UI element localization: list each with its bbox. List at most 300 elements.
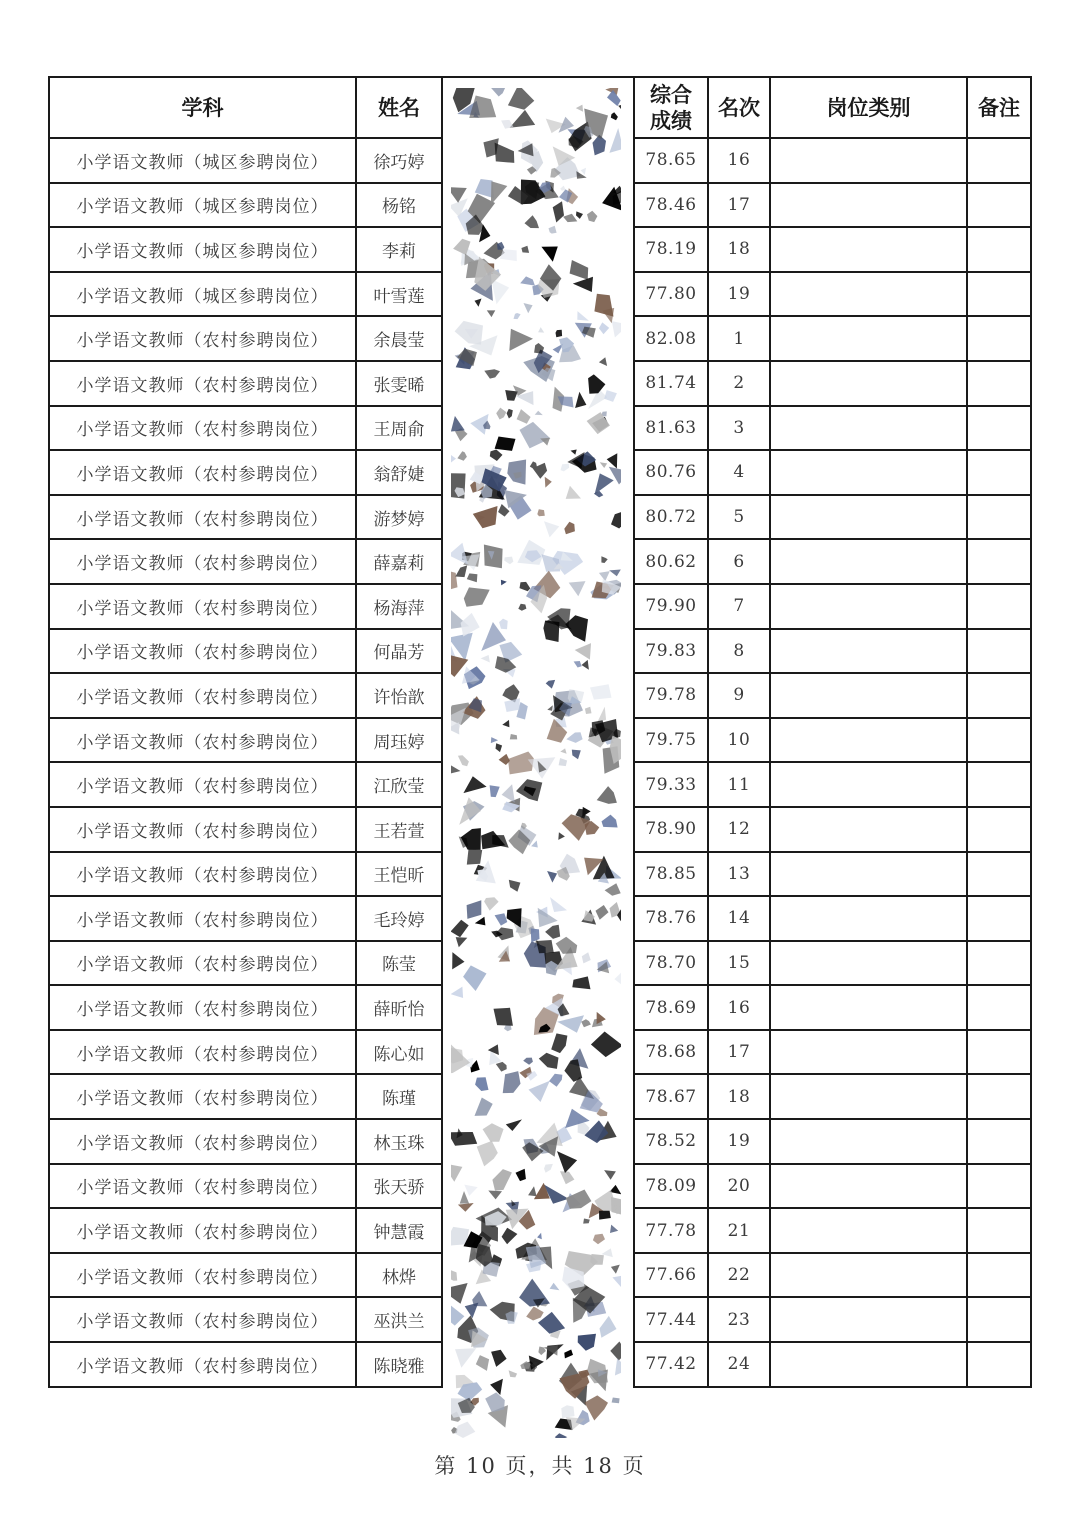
cell-score: 79.78 bbox=[634, 673, 708, 718]
mosaic-piece bbox=[507, 460, 526, 485]
cell-rank: 17 bbox=[708, 183, 770, 228]
mosaic-piece bbox=[612, 321, 621, 337]
cell-score: 79.90 bbox=[634, 584, 708, 629]
cell-rank: 18 bbox=[708, 227, 770, 272]
cell-rank: 6 bbox=[708, 539, 770, 584]
cell-score: 80.76 bbox=[634, 450, 708, 495]
mosaic-piece bbox=[611, 1265, 620, 1274]
cell-position-type bbox=[770, 138, 967, 183]
header-score-line1: 综合 bbox=[650, 82, 692, 107]
mosaic-piece bbox=[457, 451, 467, 461]
cell-rank: 3 bbox=[708, 406, 770, 451]
mosaic-piece bbox=[495, 913, 508, 925]
cell-rank: 10 bbox=[708, 718, 770, 763]
cell-remark bbox=[967, 1030, 1031, 1075]
cell-subject: 小学语文教师（农村参聘岗位） bbox=[49, 1074, 356, 1119]
cell-subject: 小学语文教师（农村参聘岗位） bbox=[49, 361, 356, 406]
mosaic-piece bbox=[535, 411, 543, 415]
header-subject: 学科 bbox=[49, 77, 356, 138]
cell-score: 79.83 bbox=[634, 629, 708, 674]
cell-score: 80.72 bbox=[634, 495, 708, 540]
cell-name: 江欣莹 bbox=[356, 762, 442, 807]
mosaic-piece bbox=[525, 215, 540, 228]
mosaic-piece bbox=[607, 90, 621, 106]
mosaic-piece bbox=[475, 299, 482, 307]
header-name: 姓名 bbox=[356, 77, 442, 138]
mosaic-piece bbox=[575, 643, 591, 660]
mosaic-piece bbox=[509, 880, 521, 892]
mosaic-piece bbox=[491, 181, 507, 205]
cell-remark bbox=[967, 450, 1031, 495]
page-footer: 第 10 页，共 18 页 bbox=[434, 1454, 646, 1478]
cell-score: 78.85 bbox=[634, 852, 708, 897]
cell-score: 82.08 bbox=[634, 316, 708, 361]
mosaic-piece bbox=[461, 613, 480, 637]
cell-rank: 1 bbox=[708, 316, 770, 361]
cell-position-type bbox=[770, 852, 967, 897]
mosaic-piece bbox=[526, 1307, 544, 1321]
cell-name: 陈心如 bbox=[356, 1030, 442, 1075]
cell-score: 77.66 bbox=[634, 1253, 708, 1298]
cell-position-type bbox=[770, 406, 967, 451]
mosaic-piece bbox=[487, 310, 496, 317]
cell-subject: 小学语文教师（农村参聘岗位） bbox=[49, 539, 356, 584]
mosaic-piece bbox=[551, 1033, 567, 1053]
cell-remark bbox=[967, 406, 1031, 451]
cell-remark bbox=[967, 673, 1031, 718]
mosaic-piece bbox=[451, 1044, 470, 1074]
cell-score: 78.76 bbox=[634, 896, 708, 941]
mosaic-piece bbox=[484, 369, 500, 378]
mosaic-piece bbox=[463, 776, 486, 793]
cell-rank: 14 bbox=[708, 896, 770, 941]
mosaic-piece bbox=[491, 737, 498, 743]
mosaic-piece bbox=[587, 1359, 608, 1383]
mosaic-piece bbox=[585, 1120, 609, 1143]
mosaic-piece bbox=[464, 587, 490, 606]
mosaic-piece bbox=[452, 952, 464, 969]
cell-remark bbox=[967, 1119, 1031, 1164]
cell-rank: 22 bbox=[708, 1253, 770, 1298]
cell-name: 许怡歆 bbox=[356, 673, 442, 718]
mosaic-piece bbox=[559, 758, 568, 766]
mosaic-piece bbox=[460, 1191, 469, 1204]
mosaic-piece bbox=[537, 1233, 542, 1239]
mosaic-piece bbox=[588, 374, 605, 393]
mosaic-piece bbox=[467, 900, 482, 919]
mosaic-piece bbox=[549, 1074, 562, 1087]
cell-remark bbox=[967, 1253, 1031, 1298]
mosaic-piece bbox=[456, 937, 468, 947]
cell-position-type bbox=[770, 361, 967, 406]
mosaic-piece bbox=[570, 260, 589, 280]
mosaic-piece bbox=[505, 1311, 517, 1324]
cell-name: 余晨莹 bbox=[356, 316, 442, 361]
mosaic-piece bbox=[582, 660, 589, 670]
mosaic-piece bbox=[516, 1169, 526, 1181]
cell-subject: 小学语文教师（农村参聘岗位） bbox=[49, 1297, 356, 1342]
mosaic-piece bbox=[536, 940, 554, 953]
mosaic-piece bbox=[593, 135, 607, 156]
cell-position-type bbox=[770, 1253, 967, 1298]
mosaic-piece bbox=[496, 1062, 507, 1072]
mosaic-piece bbox=[537, 509, 545, 516]
cell-score: 81.63 bbox=[634, 406, 708, 451]
cell-name: 杨铭 bbox=[356, 183, 442, 228]
cell-remark bbox=[967, 807, 1031, 852]
cell-rank: 16 bbox=[708, 985, 770, 1030]
cell-position-type bbox=[770, 1119, 967, 1164]
cell-name: 张雯晞 bbox=[356, 361, 442, 406]
cell-name: 林玉珠 bbox=[356, 1119, 442, 1164]
cell-rank: 4 bbox=[708, 450, 770, 495]
cell-position-type bbox=[770, 539, 967, 584]
cell-name: 徐巧婷 bbox=[356, 138, 442, 183]
mosaic-piece bbox=[521, 246, 529, 253]
mosaic-piece bbox=[550, 1283, 560, 1291]
cell-subject: 小学语文教师（农村参聘岗位） bbox=[49, 1342, 356, 1387]
cell-remark bbox=[967, 941, 1031, 986]
cell-subject: 小学语文教师（城区参聘岗位） bbox=[49, 272, 356, 317]
mosaic-piece bbox=[591, 1032, 621, 1058]
mosaic-piece bbox=[607, 453, 618, 468]
mosaic-piece bbox=[523, 1058, 533, 1065]
mosaic-piece bbox=[599, 1211, 611, 1220]
cell-score: 77.80 bbox=[634, 272, 708, 317]
cell-position-type bbox=[770, 896, 967, 941]
mosaic-piece bbox=[451, 920, 469, 938]
cell-score: 77.42 bbox=[634, 1342, 708, 1387]
mosaic-piece bbox=[514, 313, 521, 319]
mosaic-piece bbox=[469, 96, 496, 119]
cell-subject: 小学语文教师（城区参聘岗位） bbox=[49, 183, 356, 228]
cell-remark bbox=[967, 183, 1031, 228]
cell-score: 78.52 bbox=[634, 1119, 708, 1164]
cell-name: 林烨 bbox=[356, 1253, 442, 1298]
mosaic-piece bbox=[604, 1170, 616, 1180]
mosaic-piece bbox=[610, 1342, 621, 1361]
mosaic-piece bbox=[504, 557, 513, 565]
cell-subject: 小学语文教师（农村参聘岗位） bbox=[49, 316, 356, 361]
cell-score: 78.65 bbox=[634, 138, 708, 183]
mosaic-piece bbox=[578, 1334, 596, 1351]
mosaic-piece bbox=[499, 619, 508, 630]
mosaic-piece bbox=[475, 917, 486, 926]
mosaic-piece bbox=[504, 698, 520, 712]
cell-score: 81.74 bbox=[634, 361, 708, 406]
mosaic-piece bbox=[538, 327, 544, 333]
mosaic-piece bbox=[451, 1306, 464, 1326]
mosaic-piece bbox=[490, 1379, 503, 1395]
mosaic-piece bbox=[529, 1081, 550, 1102]
cell-score: 78.67 bbox=[634, 1074, 708, 1119]
mosaic-piece bbox=[553, 201, 564, 222]
cell-score: 78.69 bbox=[634, 985, 708, 1030]
cell-position-type bbox=[770, 673, 967, 718]
cell-position-type bbox=[770, 316, 967, 361]
mosaic-piece bbox=[573, 277, 593, 292]
mosaic-piece bbox=[539, 1053, 559, 1069]
mosaic-piece bbox=[458, 1203, 474, 1212]
mosaic-piece bbox=[611, 510, 621, 529]
cell-position-type bbox=[770, 495, 967, 540]
mosaic-piece bbox=[564, 522, 575, 534]
cell-name: 李莉 bbox=[356, 227, 442, 272]
cell-remark bbox=[967, 539, 1031, 584]
mosaic-piece bbox=[455, 565, 467, 577]
mosaic-piece bbox=[502, 1228, 518, 1245]
mosaic-piece bbox=[597, 707, 606, 723]
mosaic-piece bbox=[600, 462, 608, 468]
mosaic-piece bbox=[557, 1015, 584, 1033]
mosaic-piece bbox=[576, 105, 583, 112]
mosaic-piece bbox=[561, 464, 570, 472]
mosaic-piece bbox=[455, 1348, 476, 1368]
cell-position-type bbox=[770, 1342, 967, 1387]
cell-remark bbox=[967, 316, 1031, 361]
cell-remark bbox=[967, 896, 1031, 941]
cell-rank: 19 bbox=[708, 272, 770, 317]
cell-rank: 16 bbox=[708, 138, 770, 183]
cell-name: 王周俞 bbox=[356, 406, 442, 451]
cell-position-type bbox=[770, 629, 967, 674]
mosaic-piece bbox=[475, 1077, 488, 1091]
header-score bbox=[634, 77, 708, 138]
cell-position-type bbox=[770, 762, 967, 807]
cell-position-type bbox=[770, 718, 967, 763]
cell-position-type bbox=[770, 183, 967, 228]
cell-subject: 小学语文教师（农村参聘岗位） bbox=[49, 852, 356, 897]
mosaic-piece bbox=[509, 1370, 517, 1377]
mosaic-piece bbox=[481, 655, 490, 663]
cell-score: 78.90 bbox=[634, 807, 708, 852]
cell-remark bbox=[967, 1164, 1031, 1209]
cell-position-type bbox=[770, 272, 967, 317]
cell-rank: 12 bbox=[708, 807, 770, 852]
cell-position-type bbox=[770, 1297, 967, 1342]
mosaic-piece bbox=[566, 732, 582, 743]
mosaic-piece bbox=[581, 1019, 591, 1027]
mosaic-piece bbox=[545, 925, 560, 939]
mosaic-piece bbox=[593, 1234, 605, 1245]
cell-score: 78.70 bbox=[634, 941, 708, 986]
mosaic-piece bbox=[557, 1151, 577, 1173]
cell-name: 杨海萍 bbox=[356, 584, 442, 629]
cell-name: 薛昕怡 bbox=[356, 985, 442, 1030]
cell-subject: 小学语文教师（农村参聘岗位） bbox=[49, 584, 356, 629]
mosaic-piece bbox=[531, 928, 540, 942]
mosaic-piece bbox=[604, 390, 617, 402]
cell-remark bbox=[967, 138, 1031, 183]
mosaic-piece bbox=[451, 1269, 457, 1281]
mosaic-piece bbox=[506, 1119, 522, 1131]
mosaic-piece bbox=[587, 211, 597, 222]
mosaic-piece bbox=[563, 214, 577, 222]
cell-position-type bbox=[770, 1074, 967, 1119]
mosaic-piece bbox=[609, 128, 621, 153]
mosaic-piece bbox=[612, 1398, 620, 1404]
cell-rank: 19 bbox=[708, 1119, 770, 1164]
mosaic-piece bbox=[597, 786, 617, 804]
cell-subject: 小学语文教师（农村参聘岗位） bbox=[49, 673, 356, 718]
mosaic-piece bbox=[566, 486, 581, 499]
mosaic-piece bbox=[492, 1169, 512, 1191]
cell-remark bbox=[967, 1342, 1031, 1387]
mosaic-piece bbox=[575, 392, 586, 408]
mosaic-piece bbox=[496, 743, 503, 752]
cell-score: 80.62 bbox=[634, 539, 708, 584]
cell-rank: 11 bbox=[708, 762, 770, 807]
cell-rank: 15 bbox=[708, 941, 770, 986]
mosaic-piece bbox=[614, 972, 621, 985]
mosaic-piece bbox=[499, 754, 510, 765]
mosaic-piece bbox=[451, 570, 458, 591]
cell-remark bbox=[967, 1074, 1031, 1119]
cell-rank: 20 bbox=[708, 1164, 770, 1209]
cell-remark bbox=[967, 1208, 1031, 1253]
mosaic-piece bbox=[463, 965, 486, 991]
mosaic-piece bbox=[484, 545, 503, 569]
mosaic-piece bbox=[587, 412, 610, 434]
cell-remark bbox=[967, 1297, 1031, 1342]
mosaic-piece bbox=[473, 506, 498, 528]
cell-name: 张天骄 bbox=[356, 1164, 442, 1209]
mosaic-piece bbox=[544, 1164, 553, 1173]
mosaic-piece bbox=[611, 112, 618, 120]
cell-subject: 小学语文教师（农村参聘岗位） bbox=[49, 1208, 356, 1253]
mosaic-piece bbox=[524, 303, 533, 313]
mosaic-piece bbox=[609, 570, 621, 577]
mosaic-piece bbox=[549, 226, 557, 234]
cell-score: 79.75 bbox=[634, 718, 708, 763]
mosaic-piece bbox=[491, 1350, 507, 1367]
mosaic-piece bbox=[561, 1405, 574, 1418]
mosaic-piece bbox=[547, 871, 557, 883]
cell-name: 钟慧霞 bbox=[356, 1208, 442, 1253]
mosaic-piece bbox=[477, 1141, 498, 1167]
mosaic-piece bbox=[519, 1279, 550, 1307]
cell-subject: 小学语文教师（农村参聘岗位） bbox=[49, 629, 356, 674]
mosaic-piece bbox=[510, 734, 517, 739]
cell-name: 何晶芳 bbox=[356, 629, 442, 674]
cell-remark bbox=[967, 718, 1031, 763]
cell-name: 翁舒婕 bbox=[356, 450, 442, 495]
cell-subject: 小学语文教师（农村参聘岗位） bbox=[49, 450, 356, 495]
cell-subject: 小学语文教师（农村参聘岗位） bbox=[49, 985, 356, 1030]
mosaic-piece bbox=[483, 1123, 504, 1142]
cell-position-type bbox=[770, 1030, 967, 1075]
mosaic-piece bbox=[459, 797, 481, 825]
mosaic-piece bbox=[547, 705, 553, 711]
mosaic-piece bbox=[583, 1219, 590, 1224]
mosaic-piece bbox=[451, 454, 456, 466]
mosaic-piece bbox=[465, 1303, 479, 1319]
cell-position-type bbox=[770, 584, 967, 629]
mosaic-piece bbox=[507, 908, 522, 927]
mosaic-piece bbox=[577, 311, 589, 321]
cell-score: 78.09 bbox=[634, 1164, 708, 1209]
mosaic-piece bbox=[502, 784, 515, 803]
mosaic-piece bbox=[602, 308, 614, 323]
mosaic-piece bbox=[590, 684, 612, 699]
mosaic-piece bbox=[451, 987, 463, 998]
mosaic-piece bbox=[520, 276, 535, 285]
mosaic-piece bbox=[560, 748, 566, 753]
cell-subject: 小学语文教师（农村参聘岗位） bbox=[49, 718, 356, 763]
cell-rank: 8 bbox=[708, 629, 770, 674]
cell-rank: 17 bbox=[708, 1030, 770, 1075]
mosaic-piece bbox=[517, 409, 531, 424]
cell-subject: 小学语文教师（农村参聘岗位） bbox=[49, 762, 356, 807]
mosaic-piece bbox=[566, 1190, 592, 1209]
mosaic-piece bbox=[496, 408, 506, 420]
mosaic-piece bbox=[560, 1171, 574, 1184]
cell-rank: 21 bbox=[708, 1208, 770, 1253]
header-remark: 备注 bbox=[967, 77, 1031, 138]
mosaic-piece bbox=[458, 755, 469, 766]
mosaic-piece bbox=[560, 186, 565, 191]
cell-rank: 13 bbox=[708, 852, 770, 897]
mosaic-piece bbox=[498, 504, 509, 517]
mosaic-piece bbox=[569, 581, 586, 596]
cell-position-type bbox=[770, 941, 967, 986]
mosaic-piece bbox=[455, 321, 483, 345]
mosaic-piece bbox=[545, 477, 552, 488]
mosaic-piece bbox=[541, 247, 557, 262]
mosaic-piece bbox=[485, 1392, 505, 1412]
cell-subject: 小学语文教师（农村参聘岗位） bbox=[49, 807, 356, 852]
mosaic-piece bbox=[600, 1316, 617, 1338]
mosaic-piece bbox=[599, 357, 607, 366]
cell-rank: 18 bbox=[708, 1074, 770, 1119]
cell-score: 77.44 bbox=[634, 1297, 708, 1342]
mosaic-piece bbox=[618, 104, 621, 110]
mosaic-piece bbox=[555, 1433, 568, 1438]
mosaic-piece bbox=[590, 1254, 604, 1265]
mosaic-piece bbox=[490, 450, 503, 462]
cell-score: 79.33 bbox=[634, 762, 708, 807]
mosaic-piece bbox=[544, 521, 559, 537]
mosaic-piece bbox=[451, 1132, 477, 1146]
cell-name: 叶雪莲 bbox=[356, 272, 442, 317]
mosaic-piece bbox=[451, 764, 461, 773]
cell-remark bbox=[967, 629, 1031, 674]
mosaic-piece bbox=[538, 1312, 565, 1334]
cell-position-type bbox=[770, 227, 967, 272]
cell-name: 周珏婷 bbox=[356, 718, 442, 763]
cell-score: 78.46 bbox=[634, 183, 708, 228]
mosaic-piece bbox=[497, 242, 504, 250]
mosaic-piece bbox=[556, 330, 563, 338]
cell-subject: 小学语文教师（农村参聘岗位） bbox=[49, 1164, 356, 1209]
mosaic-piece bbox=[543, 621, 559, 643]
cell-subject: 小学语文教师（农村参聘岗位） bbox=[49, 495, 356, 540]
mosaic-piece bbox=[491, 279, 509, 304]
cell-name: 陈莹 bbox=[356, 941, 442, 986]
mosaic-piece bbox=[510, 110, 536, 128]
mosaic-piece bbox=[475, 1098, 493, 1116]
cell-remark bbox=[967, 495, 1031, 540]
mosaic-piece bbox=[574, 661, 582, 668]
mosaic-piece bbox=[572, 750, 581, 760]
mosaic-piece bbox=[508, 752, 534, 775]
cell-remark bbox=[967, 227, 1031, 272]
cell-rank: 2 bbox=[708, 361, 770, 406]
mosaic-piece bbox=[585, 707, 592, 714]
cell-rank: 7 bbox=[708, 584, 770, 629]
mosaic-piece bbox=[602, 815, 618, 828]
mosaic-piece bbox=[605, 883, 621, 895]
